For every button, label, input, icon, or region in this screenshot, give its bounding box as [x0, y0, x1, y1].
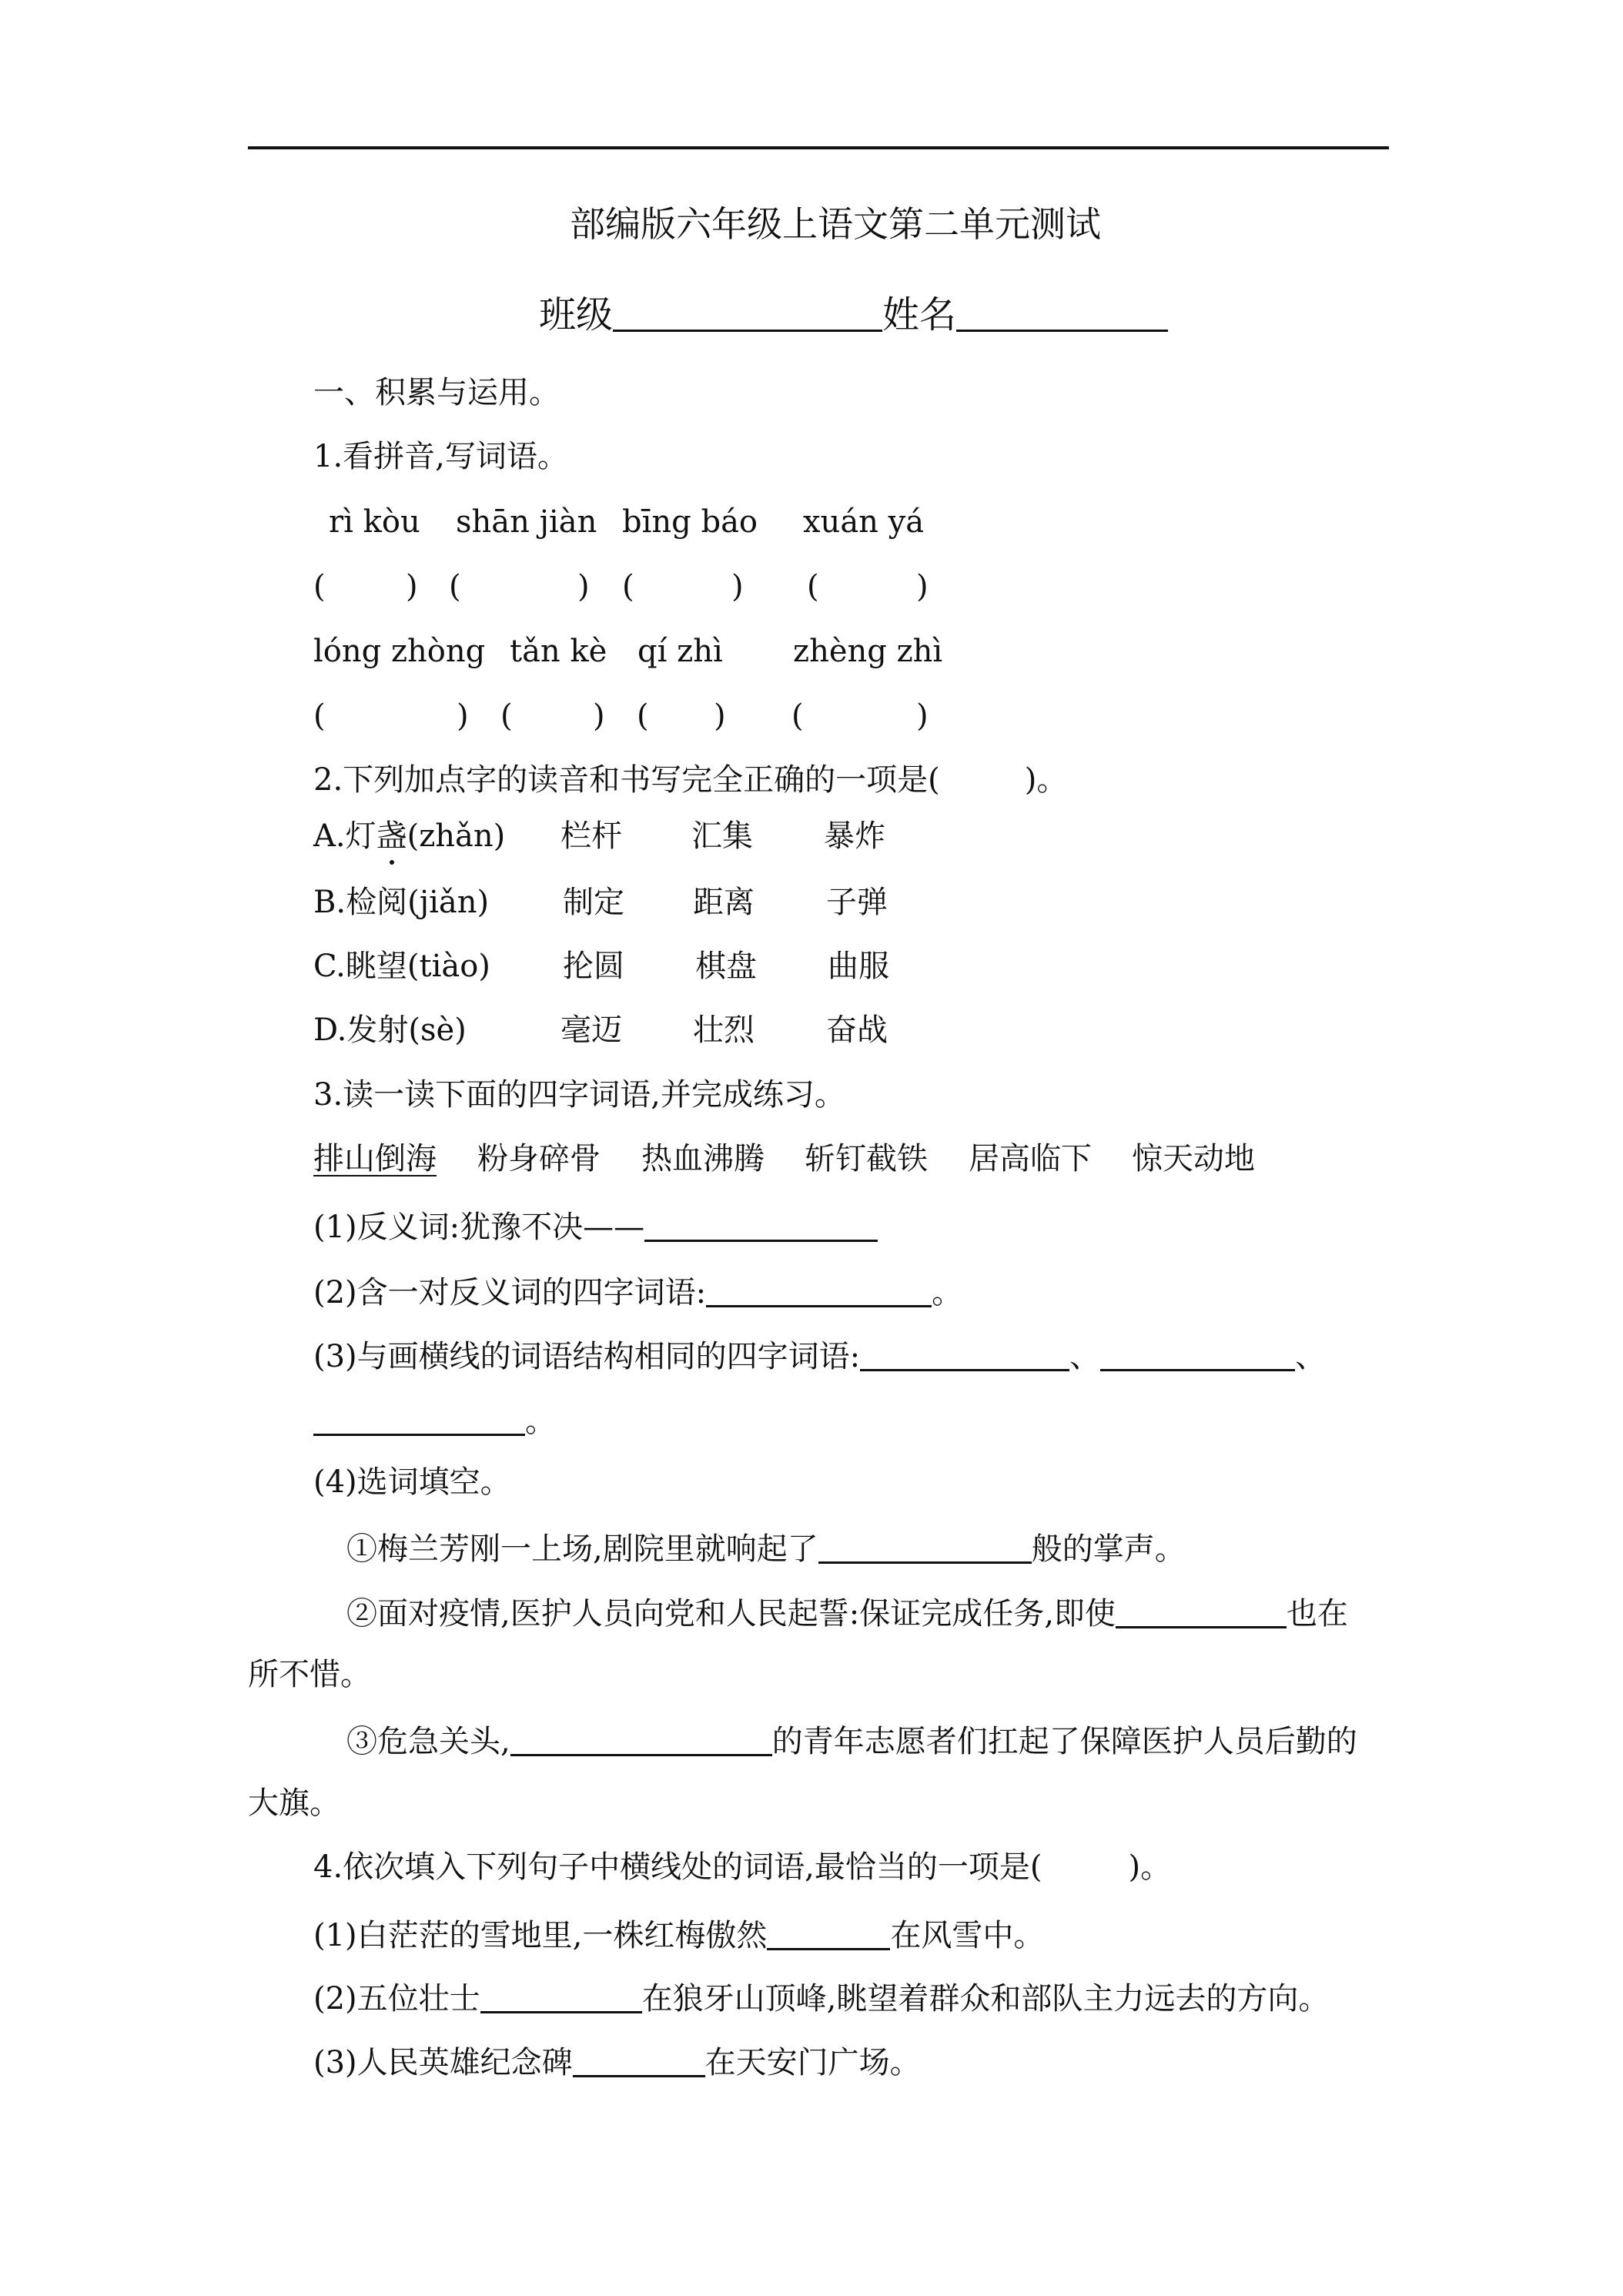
name-label: 姓名	[882, 293, 957, 336]
option-prefix: C.眺望(tiào)	[313, 949, 490, 984]
answer-blank[interactable]	[510, 1723, 772, 1756]
paren-open: (	[807, 569, 819, 604]
option-prefix: B.检阅(jiǎn)	[313, 885, 490, 920]
q3-sentence-2-cont: 所不惜。	[248, 1657, 371, 1692]
pinyin-item: bīng báo	[622, 504, 758, 540]
q4-sentence-3: (3)人民英雄纪念碑 在天安门广场。	[313, 2045, 921, 2080]
pinyin-item: lóng zhòng	[313, 634, 486, 669]
paren-close: )	[916, 569, 929, 604]
dotted-char: 盏	[376, 818, 407, 854]
paren-close: )	[593, 698, 605, 734]
option-word: 奋战	[826, 1012, 888, 1048]
header-rule	[248, 146, 1389, 149]
option-word: 抡圆	[563, 949, 624, 984]
class-blank[interactable]	[613, 299, 882, 332]
paren-close: )	[406, 569, 418, 604]
option-word: 汇集	[691, 818, 753, 854]
answer-blank[interactable]	[480, 1980, 642, 2013]
word-item: 居高临下	[969, 1141, 1092, 1176]
paren-open: (	[500, 698, 513, 734]
answer-blank[interactable]	[706, 1274, 932, 1307]
q1-prompt: 1.看拼音,写词语。	[313, 439, 568, 474]
q4-sentence-1: (1)白茫茫的雪地里,一株红梅傲然 在风雪中。	[313, 1918, 1045, 1953]
section-heading: 一、积累与运用。	[313, 375, 560, 410]
pinyin-item: tǎn kè	[510, 634, 607, 669]
q3-prompt: 3.读一读下面的四字词语,并完成练习。	[313, 1077, 845, 1113]
word-item: 惊天动地	[1132, 1141, 1255, 1176]
answer-blank[interactable]	[644, 1209, 878, 1242]
pinyin-item: zhèng zhì	[793, 634, 943, 669]
paren-close: )	[916, 698, 929, 734]
q2-prompt-text: 2.下列加点字的读音和书写完全正确的一项是(	[313, 762, 940, 798]
option-word: 暴炸	[824, 818, 885, 854]
option-word: 距离	[693, 885, 755, 920]
pinyin-item: rì kòu	[329, 504, 420, 540]
q3-sentence-3: ③危急关头, 的青年志愿者们扛起了保障医护人员后勤的	[346, 1724, 1357, 1759]
q2-prompt-end: )。	[1024, 762, 1068, 798]
answer-blank[interactable]	[313, 1403, 525, 1436]
word-item: 热血沸腾	[641, 1141, 765, 1176]
q3-sentence-2: ②面对疫情,医护人员向党和人民起誓:保证完成任务,即使 也在	[346, 1596, 1348, 1632]
q3-part-1: (1)反义词:犹豫不决——	[313, 1209, 878, 1243]
option-word: 壮烈	[693, 1012, 755, 1048]
word-underlined: 排山倒海	[313, 1141, 437, 1176]
option-word: 制定	[563, 885, 624, 920]
option-word: 曲服	[828, 949, 889, 984]
option-prefix: A.灯盏(zhǎn)	[313, 818, 506, 854]
paren-open: (	[791, 698, 804, 734]
word-item: 粉身碎骨	[477, 1141, 601, 1176]
paren-open: (	[637, 698, 649, 734]
pinyin-item: xuán yá	[803, 504, 925, 540]
q3-sentence-1: ①梅兰芳刚一上场,剧院里就响起了 般的掌声。	[346, 1531, 1186, 1567]
q3-part-3-cont: 。	[313, 1403, 556, 1437]
answer-blank[interactable]	[573, 2044, 705, 2077]
answer-blank[interactable]	[1116, 1595, 1287, 1628]
option-word: 子弹	[826, 885, 888, 920]
q3-sentence-3-cont: 大旗。	[248, 1786, 340, 1821]
paren-open: (	[313, 569, 326, 604]
paren-open: (	[313, 698, 326, 734]
paren-open: (	[449, 569, 461, 604]
name-blank[interactable]	[956, 299, 1168, 332]
paren-close: )	[457, 698, 469, 734]
student-info-line	[539, 293, 1168, 336]
answer-blank[interactable]	[767, 1917, 890, 1950]
word-item: 斩钉截铁	[805, 1141, 928, 1176]
q3-part-4: (4)选词填空。	[313, 1464, 511, 1500]
q3-part-2: (2)含一对反义词的四字词语: 。	[313, 1275, 963, 1310]
answer-blank[interactable]	[818, 1531, 1032, 1564]
pinyin-item: shān jiàn	[456, 504, 597, 540]
page-title: 部编版六年级上语文第二单元测试	[570, 203, 1101, 245]
paren-close: )	[714, 698, 726, 734]
pinyin-item: qí zhì	[637, 634, 723, 669]
option-word: 棋盘	[695, 949, 757, 984]
q4-sentence-2: (2)五位壮士 在狼牙山顶峰,眺望着群众和部队主力远去的方向。	[313, 1981, 1330, 2017]
option-word: 栏杆	[561, 818, 622, 854]
answer-blank[interactable]	[1100, 1338, 1295, 1371]
paren-close: )	[731, 569, 744, 604]
answer-blank[interactable]	[860, 1338, 1069, 1371]
q4-prompt: 4.依次填入下列句子中横线处的词语,最恰当的一项是( )。	[313, 1849, 1172, 1885]
option-word: 毫迈	[561, 1012, 622, 1048]
q3-part-3: (3)与画横线的词语结构相同的四字词语: 、 、	[313, 1339, 1327, 1374]
paren-close: )	[577, 569, 590, 604]
option-prefix: D.发射(sè)	[313, 1012, 467, 1048]
q2-prompt	[313, 762, 1068, 798]
class-label: 班级	[539, 293, 614, 336]
paren-open: (	[622, 569, 634, 604]
